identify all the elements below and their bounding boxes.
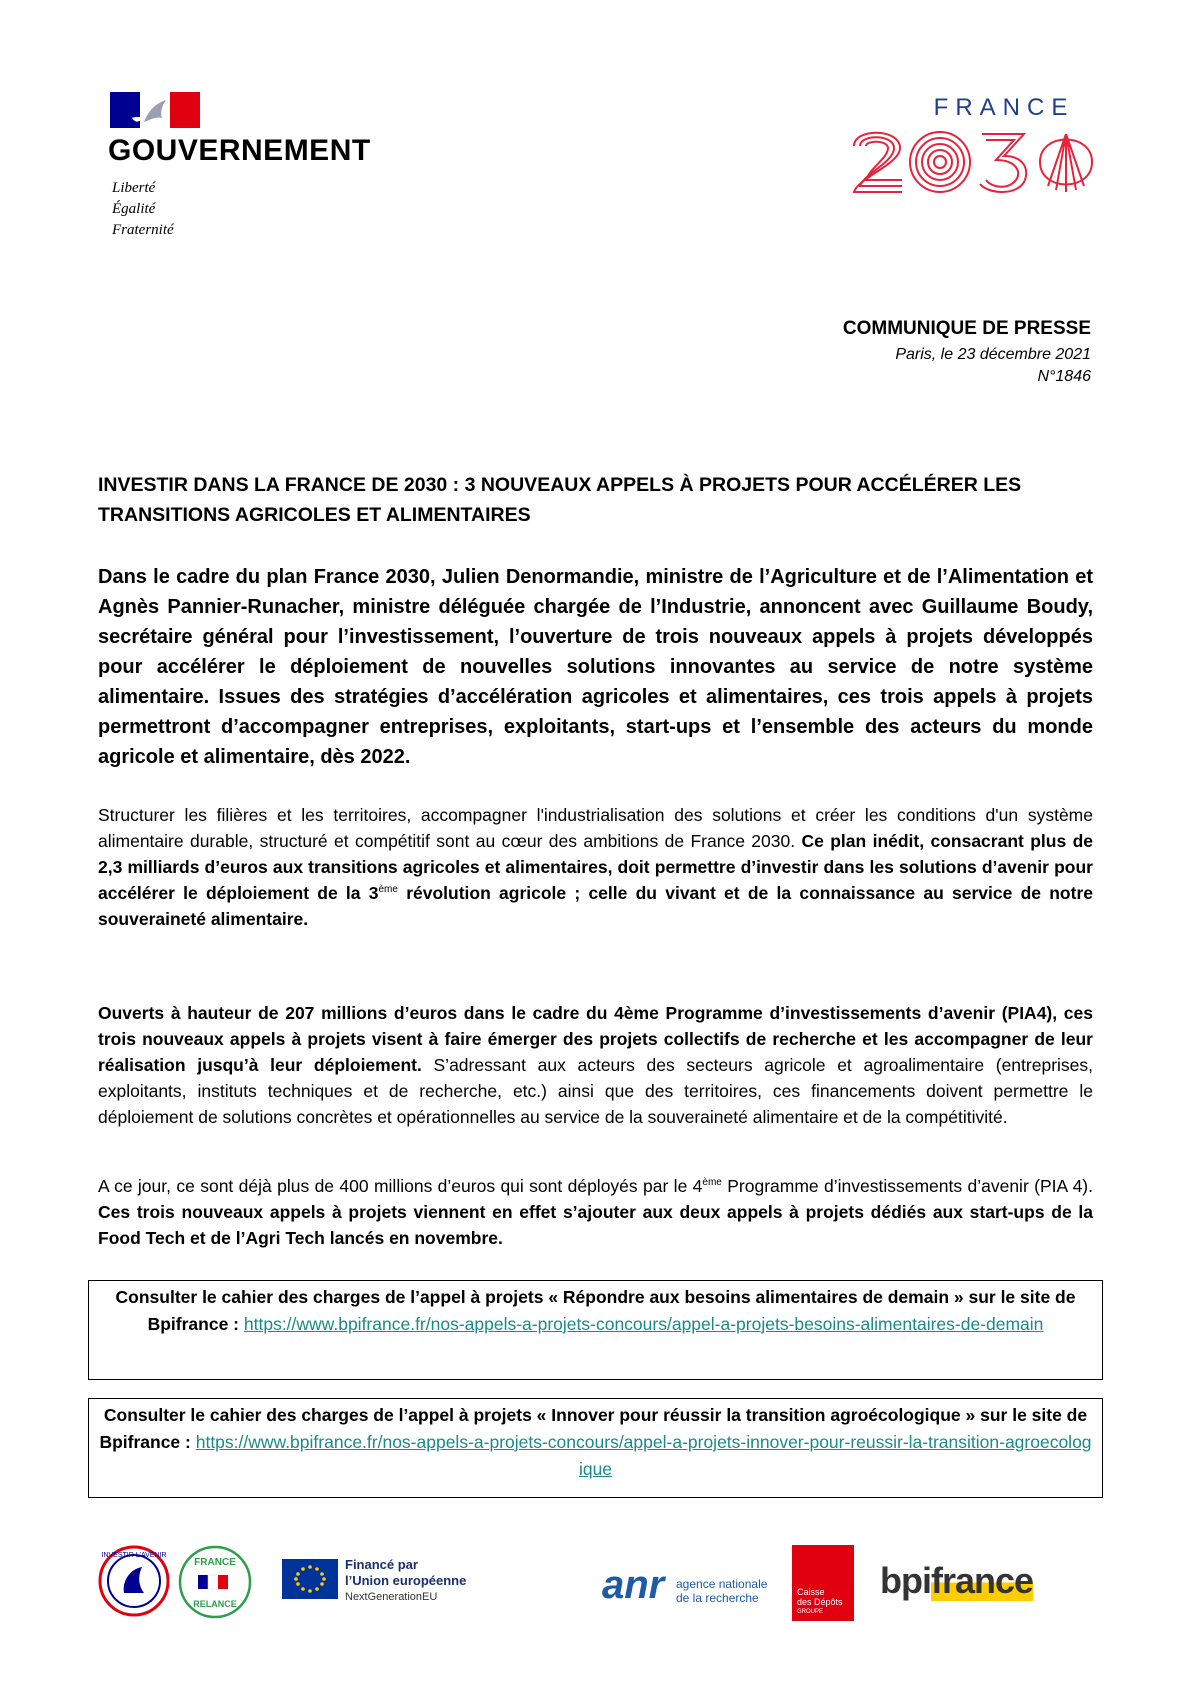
- box-1-link[interactable]: https://www.bpifrance.fr/nos-appels-a-projets-concours/appel-a-projets-besoins-alimentaires-de-demain: [243, 1314, 1044, 1334]
- cdc-line-1: Caisse: [797, 1587, 825, 1597]
- eu-line-1: Financé par: [345, 1557, 418, 1572]
- eu-text: [345, 1557, 466, 1605]
- investir-ring-text: INVESTIR L'AVENIR: [101, 1552, 167, 1559]
- paragraph-3: [98, 1173, 1093, 1251]
- paragraph-1-bold-a: Ce plan inédit, consacrant plus de 2,3 milliards d’euros aux transitions agricoles et alimentaires, doit permettre d’investir dans les solutions d’avenir pour accélérer le déploiement de la 3: [98, 831, 1093, 903]
- paragraph-2-plain: S’adressant aux acteurs des secteurs agricole et agroalimentaire (entreprises, exploitants, instituts techniques et de recherche, etc.) ainsi que des territoires, ces financements doivent permettre le déploiement de solutions concrètes et opérationnelles au service de la souveraineté alimentaire et de la compétitivité.: [98, 1055, 1094, 1127]
- consult-box-1: [88, 1280, 1103, 1380]
- motto-egalite: Égalité: [112, 201, 156, 217]
- lead-paragraph: Dans le cadre du plan France 2030, Julien Denormandie, ministre de l’Agriculture et de l’Alimentation et Agnès Pannier-Runacher, ministre déléguée chargée de l’Industrie, annoncent avec Guillaume Boudy, secrétaire général pour l’investissement, l’ouverture de trois nouveaux appels à projets développés pour accélérer le déploiement de nouvelles solutions innovantes au service de notre système alimentaire. Issues des stratégies d’accélération agricoles et alimentaires, ces trois appels à projets permettront d’accompagner entreprises, exploitants, start-ups et l’ensemble des acteurs du monde agricole et alimentaire, dès 2022.: [98, 566, 1093, 768]
- paragraph-2-bold: Ouverts à hauteur de 207 millions d’euros dans le cadre du 4ème Programme d’investissements d’avenir (PIA4), ces trois nouveaux appels à projets visent à faire émerger des projets collectifs de recherche et les accompagner de leur réalisation jusqu’à leur déploiement.: [98, 1003, 1093, 1075]
- relance-bottom-text: RELANCE: [193, 1599, 237, 1609]
- box-2-text: Consulter le cahier des charges de l’appel à projets « Innover pour réussir la transition agroécologique » sur le site de Bpifrance :: [99, 1405, 1088, 1452]
- investir-avenir-logo: [98, 1545, 170, 1617]
- eu-line-3: NextGenerationEU: [345, 1591, 438, 1603]
- relance-top-text: FRANCE: [194, 1557, 236, 1568]
- bpifrance-logo: [880, 1561, 1033, 1601]
- bpi-part: bpi: [880, 1560, 931, 1601]
- france-part: france: [930, 1560, 1034, 1601]
- paragraph-3-plain-b: Programme d’investissements d’avenir (PIA 4).: [721, 1176, 1093, 1196]
- paragraph-3-bold: Ces trois nouveaux appels à projets viennent en effet s’ajouter aux deux appels à projets dédiés aux start-ups de la Food Tech et de l’Agri Tech lancés en novembre.: [98, 1202, 1093, 1248]
- footer-logos: [0, 1545, 1191, 1655]
- press-date: Paris, le 23 décembre 2021: [895, 346, 1091, 363]
- motto-liberte: Liberté: [112, 180, 156, 196]
- gouvernement-title: GOUVERNEMENT: [108, 134, 371, 167]
- press-header: [843, 318, 1091, 388]
- cdc-line-2: des Dépôts: [797, 1597, 843, 1607]
- motto-fraternite: Fraternité: [112, 222, 174, 238]
- paragraph-3-plain-a: A ce jour, ce sont déjà plus de 400 millions d’euros qui sont déployés par le 4: [98, 1176, 703, 1196]
- france2030-logo: [848, 122, 1103, 198]
- paragraph-1-sup: ème: [378, 884, 398, 896]
- france-relance-logo: [178, 1545, 252, 1619]
- france2030-word: FRANCE: [933, 94, 1075, 121]
- paragraph-1: [98, 802, 1093, 932]
- paragraph-1-plain: Structurer les filières et les territoires, accompagner l'industrialisation des solutions et créer les conditions d'un système alimentaire durable, structuré et compétitif sont au cœur des ambitions de France 2030.: [98, 805, 1093, 851]
- caisse-depots-logo: [792, 1545, 854, 1621]
- anr-subtitle: [676, 1577, 767, 1605]
- paragraph-1-bold-b: révolution agricole ; celle du vivant et de la connaissance au service de notre souveraineté alimentaire.: [98, 883, 1093, 929]
- anr-sub-2: de la recherche: [676, 1591, 759, 1605]
- consult-box-2: [88, 1398, 1103, 1498]
- eu-flag-icon: [282, 1559, 338, 1599]
- marianne-logo: [110, 92, 200, 128]
- paragraph-3-sup: ème: [702, 1177, 722, 1189]
- anr-logo: anr: [602, 1563, 665, 1607]
- paragraph-2: [98, 1000, 1093, 1130]
- cdc-line-3: GROUPE: [797, 1609, 824, 1615]
- box-2-link[interactable]: https://www.bpifrance.fr/nos-appels-a-projets-concours/appel-a-projets-innover-pour-reussir-la-transition-agroecologique: [195, 1432, 1092, 1479]
- anr-sub-1: agence nationale: [676, 1577, 768, 1591]
- press-title: COMMUNIQUE DE PRESSE: [842, 318, 1091, 339]
- gov-motto: [112, 178, 174, 241]
- eu-line-2: l’Union européenne: [345, 1573, 467, 1588]
- headline: INVESTIR DANS LA FRANCE DE 2030 : 3 NOUVEAUX APPELS À PROJETS POUR ACCÉLÉRER LES TRANSITIONS AGRICOLES ET ALIMENTAIRES: [98, 474, 1022, 526]
- box-1-text: Consulter le cahier des charges de l’appel à projets « Répondre aux besoins alimentaires de demain » sur le site de Bpifrance :: [115, 1287, 1076, 1334]
- press-number: N°1846: [1037, 368, 1091, 385]
- france2030-number: 2030: [848, 122, 851, 123]
